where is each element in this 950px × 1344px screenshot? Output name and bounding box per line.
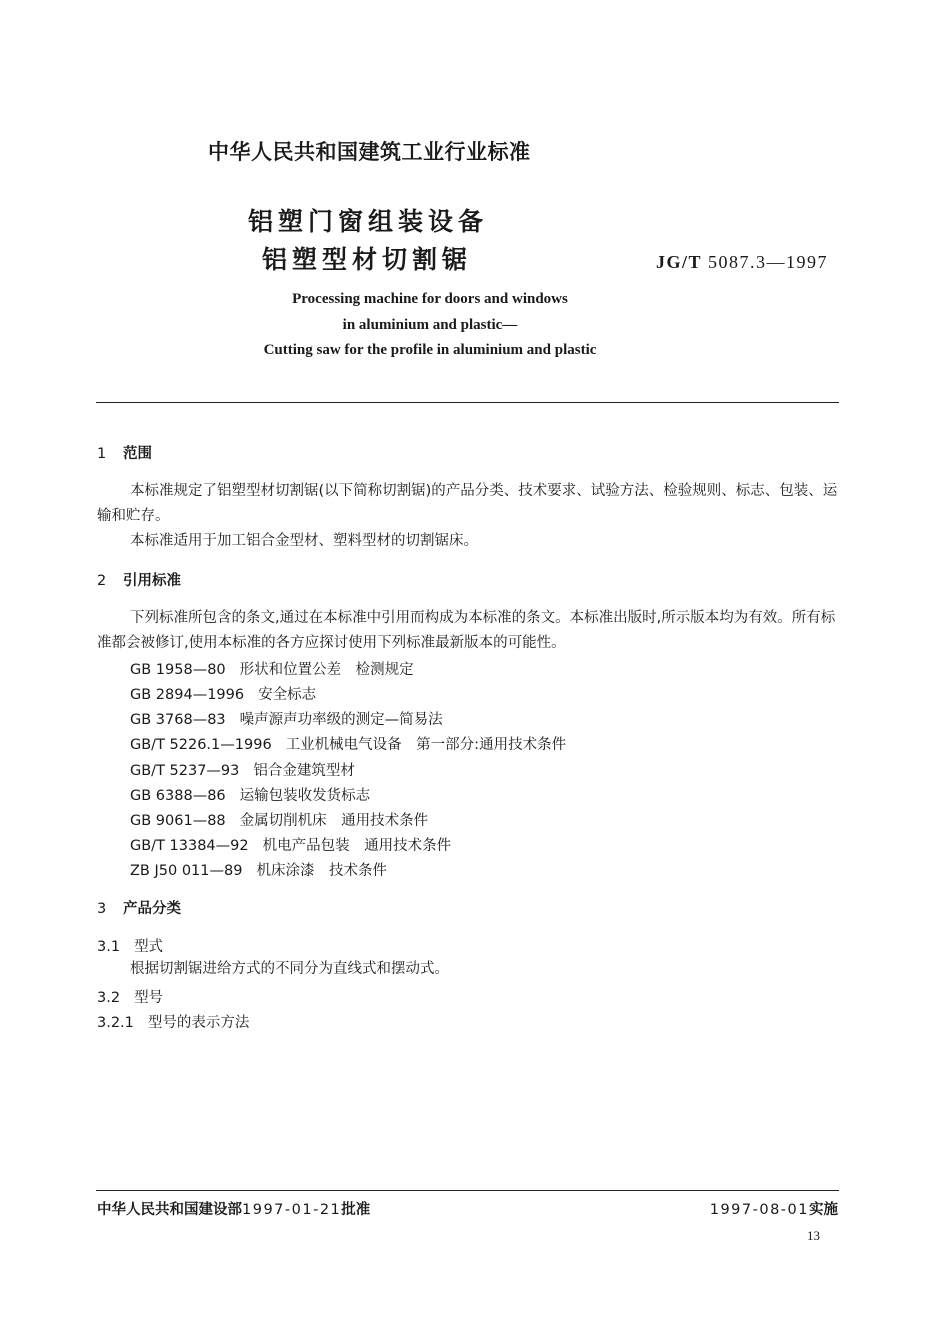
- footer-divider: [96, 1190, 839, 1191]
- effective-label: 实施: [809, 1202, 838, 1218]
- reference-title: 金属切削机床 通用技术条件: [239, 813, 429, 829]
- section-2-number: 2: [97, 573, 107, 589]
- subsection-3-2-1-heading: [97, 1011, 249, 1032]
- section-1-title: 范围: [123, 446, 152, 462]
- effective-line: [710, 1198, 838, 1219]
- subsection-3-2-1-number: 3.2.1: [97, 1015, 134, 1031]
- section-1-number: 1: [97, 446, 107, 462]
- header-divider: [96, 402, 839, 403]
- reference-item: [130, 708, 443, 729]
- title-en-line1: Processing machine for doors and windows: [292, 291, 568, 307]
- reference-code: GB 6388—86: [130, 788, 226, 804]
- reference-code: ZB J50 011—89: [130, 863, 243, 879]
- section-2-paragraph-1: 下列标准所包含的条文,通过在本标准中引用而构成为本标准的条文。本标准出版时,所示版本均为有效。所有标准都会被修订,使用本标准的各方应探讨使用下列标准最新版本的可能性。: [97, 610, 836, 651]
- reference-title: 运输包装收发货标志: [239, 788, 371, 804]
- reference-item: [130, 759, 355, 780]
- subsection-3-2-number: 3.2: [97, 990, 121, 1006]
- reference-item: [130, 784, 370, 805]
- reference-title: 形状和位置公差 检测规定: [239, 662, 414, 678]
- reference-item: [130, 658, 414, 679]
- reference-title: 安全标志: [258, 687, 317, 703]
- section-3-number: 3: [97, 901, 107, 917]
- approval-label: 批准: [341, 1202, 371, 1218]
- title-en-line3: Cutting saw for the profile in aluminium and plastic: [263, 342, 597, 358]
- standard-type: 中华人民共和国建筑工业行业标准: [208, 140, 531, 164]
- reference-item: [130, 809, 428, 830]
- reference-title: 机电产品包装 通用技术条件: [262, 838, 452, 854]
- reference-code: GB 9061—88: [130, 813, 226, 829]
- reference-code: GB/T 13384—92: [130, 838, 249, 854]
- section-2-heading: [97, 569, 181, 590]
- page-number: 13: [807, 1228, 820, 1243]
- subsection-3-2-title: 型号: [134, 990, 164, 1006]
- approval-date: 1997-01-21: [242, 1202, 342, 1218]
- reference-code: GB 1958—80: [130, 662, 226, 678]
- reference-item: [130, 859, 387, 880]
- section-3-title: 产品分类: [123, 901, 181, 917]
- standard-code-prefix: JG/T: [656, 252, 703, 272]
- reference-item: [130, 733, 566, 754]
- subsection-3-2-heading: [97, 986, 163, 1007]
- section-2-title: 引用标准: [123, 573, 181, 589]
- reference-item: [130, 834, 451, 855]
- approval-line: [97, 1198, 370, 1219]
- section-1-paragraph-1: 本标准规定了铝塑型材切割锯(以下简称切割锯)的产品分类、技术要求、试验方法、检验规则、标志、包装、运输和贮存。: [97, 483, 838, 524]
- reference-code: GB 3768—83: [130, 712, 226, 728]
- reference-item: [130, 683, 316, 704]
- standard-code-number: 5087.3—1997: [708, 252, 829, 272]
- section-3-heading: [97, 897, 181, 918]
- subsection-3-2-1-title: 型号的表示方法: [147, 1015, 250, 1031]
- title-zh-line1: 铝塑门窗组装设备: [248, 207, 489, 236]
- reference-title: 机床涂漆 技术条件: [256, 863, 387, 879]
- approver: 中华人民共和国建设部: [97, 1202, 242, 1218]
- reference-code: GB/T 5226.1—1996: [130, 737, 272, 753]
- reference-code: GB 2894—1996: [130, 687, 245, 703]
- subsection-3-1-number: 3.1: [97, 939, 121, 955]
- subsection-3-1-title: 型式: [134, 939, 164, 955]
- standard-code: [656, 252, 828, 273]
- section-1-paragraph-2: 本标准适用于加工铝合金型材、塑料型材的切割锯床。: [130, 533, 478, 549]
- title-zh-line2: 铝塑型材切割锯: [262, 245, 473, 274]
- reference-title: 噪声源声功率级的测定—简易法: [239, 712, 443, 728]
- reference-code: GB/T 5237—93: [130, 763, 240, 779]
- effective-date: 1997-08-01: [709, 1202, 809, 1218]
- title-en-line2: in aluminium and plastic—: [342, 317, 518, 333]
- reference-title: 铝合金建筑型材: [253, 763, 355, 779]
- subsection-3-1-text: 根据切割锯进给方式的不同分为直线式和摆动式。: [130, 961, 449, 977]
- reference-title: 工业机械电气设备 第一部分:通用技术条件: [285, 737, 567, 753]
- section-1-heading: [97, 442, 152, 463]
- subsection-3-1-heading: [97, 935, 163, 956]
